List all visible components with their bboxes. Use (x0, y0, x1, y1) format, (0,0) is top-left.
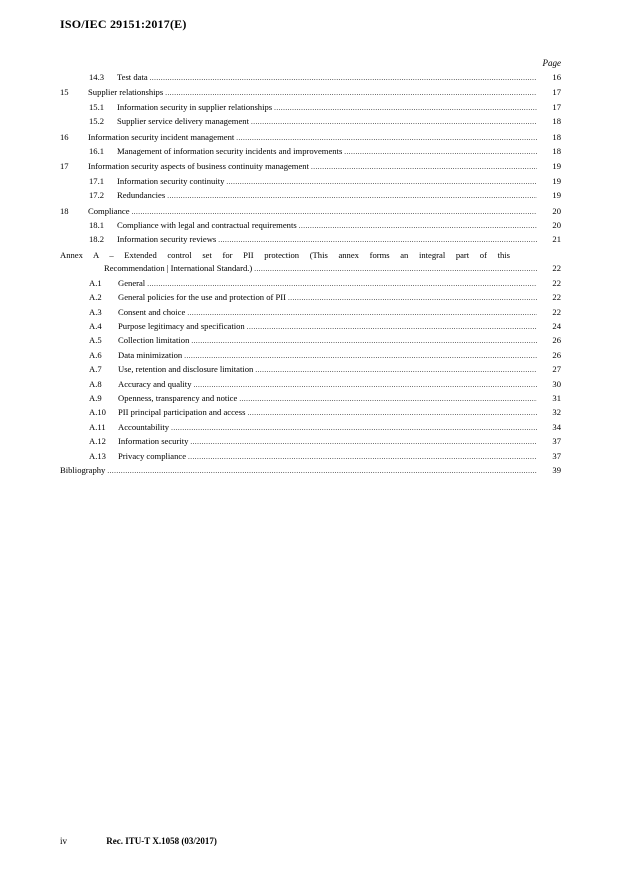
toc-entry-14-3[interactable] (60, 71, 561, 85)
document-header: ISO/IEC 29151:2017(E) (60, 17, 187, 31)
toc-entry-annex-item[interactable] (60, 277, 561, 291)
leader-dots (147, 278, 537, 291)
page-column-label: Page (542, 58, 561, 68)
toc-entry-title: Test data (117, 72, 148, 82)
toc-entry-title: General (118, 277, 146, 288)
toc-entry-page: 22 (552, 306, 561, 317)
toc-entry-number: 14.3 (89, 72, 105, 82)
toc-entry-number: A.3 (89, 306, 102, 317)
toc-entry-page: 17 (552, 87, 561, 98)
leader-dots (150, 72, 537, 85)
leader-dots (190, 436, 537, 449)
leader-dots (251, 116, 537, 129)
toc-entry-title: Compliance with legal and contractual requirements (117, 220, 297, 231)
toc-entry-page: 22 (552, 277, 561, 288)
toc-entry-title: Collection limitation (118, 335, 190, 346)
toc-entry-number: A.11 (89, 421, 106, 432)
toc-entry-annex-item[interactable] (60, 392, 561, 406)
toc-entry-title: PII principal participation and access (118, 407, 246, 418)
toc-entry-page: 37 (552, 450, 561, 461)
toc-entry-annex-item[interactable] (60, 450, 561, 464)
toc-entry-page: 16 (552, 72, 561, 82)
toc-entry-title: Information security aspects of business continuity management (88, 161, 309, 172)
toc-entry-title: Use, retention and disclosure limitation (118, 364, 254, 375)
toc-entry-page: 30 (552, 378, 561, 389)
leader-dots (247, 321, 537, 334)
toc-entry-page: 20 (552, 220, 561, 231)
toc-entry-title: Consent and choice (118, 306, 186, 317)
toc-entry-page: 34 (552, 421, 561, 432)
toc-entry-title: Supplier relationships (88, 87, 164, 98)
leader-dots (194, 379, 538, 392)
leader-dots (239, 393, 537, 406)
toc-entry-annex-item[interactable] (60, 435, 561, 449)
leader-dots (184, 350, 537, 363)
toc-entry-15-2[interactable] (60, 115, 561, 129)
toc-entry-page: 18 (552, 116, 561, 127)
toc-entry-page: 26 (552, 349, 561, 360)
leader-dots (255, 364, 537, 377)
toc-entry-number: A.9 (89, 392, 102, 403)
leader-dots (165, 87, 537, 100)
toc-entry-18[interactable] (60, 205, 561, 219)
toc-entry-number: A.6 (89, 349, 102, 360)
leader-dots (188, 451, 537, 464)
table-of-contents (60, 71, 561, 478)
toc-entry-title: Information security incident management (88, 131, 235, 142)
toc-entry-annex-item[interactable] (60, 363, 561, 377)
leader-dots (167, 190, 537, 203)
toc-entry-bibliography[interactable] (60, 464, 561, 478)
toc-entry-number: A.10 (89, 407, 106, 418)
toc-entry-page: 19 (552, 175, 561, 186)
toc-entry-17-2[interactable] (60, 189, 561, 203)
toc-entry-title: Information security continuity (117, 175, 225, 186)
toc-entry-number: 18.1 (89, 220, 105, 231)
toc-entry-title: Purpose legitimacy and specification (118, 320, 245, 331)
leader-dots (171, 422, 537, 435)
leader-dots (187, 307, 537, 320)
toc-entry-title: Information security (118, 436, 189, 447)
toc-entry-page: 22 (552, 263, 561, 274)
leader-dots (311, 161, 537, 174)
toc-entry-number: 15.1 (89, 101, 105, 112)
leader-dots (274, 102, 537, 115)
toc-entry-title: Bibliography (60, 464, 106, 475)
toc-entry-16-1[interactable] (60, 145, 561, 159)
toc-entry-page: 37 (552, 436, 561, 447)
toc-entry-annex-item[interactable] (60, 291, 561, 305)
toc-entry-annex-item[interactable] (60, 378, 561, 392)
toc-entry-title: Management of information security incidents and improvements (117, 146, 343, 157)
toc-entry-number: A.7 (89, 364, 102, 375)
toc-entry-page: 22 (552, 292, 561, 303)
leader-dots (218, 234, 537, 247)
toc-entry-number: 15 (60, 87, 69, 98)
toc-entry-annex-item[interactable] (60, 306, 561, 320)
toc-entry-18-1[interactable] (60, 219, 561, 233)
toc-entry-title: Accuracy and quality (118, 378, 192, 389)
toc-entry-page: 24 (552, 320, 561, 331)
leader-dots (344, 146, 537, 159)
toc-entry-number: 17.2 (89, 190, 105, 201)
toc-entry-title: Accountability (118, 421, 170, 432)
toc-entry-annex-item[interactable] (60, 334, 561, 348)
toc-entry-15-1[interactable] (60, 101, 561, 115)
toc-entry-title: Information security in supplier relationships (117, 101, 273, 112)
toc-entry-15[interactable] (60, 86, 561, 100)
toc-entry-page: 32 (552, 407, 561, 418)
toc-entry-17-1[interactable] (60, 175, 561, 189)
toc-entry-18-2[interactable] (60, 233, 561, 247)
toc-entry-number: A.13 (89, 450, 106, 461)
annex-items (60, 277, 561, 464)
leader-dots (288, 292, 537, 305)
toc-entry-16[interactable] (60, 131, 561, 145)
toc-entry-title: Data minimization (118, 349, 183, 360)
footer-page-number: iv (60, 836, 68, 846)
toc-entry-title: Compliance (88, 205, 130, 216)
toc-entry-number: 18.2 (89, 234, 105, 245)
leader-dots (132, 206, 537, 219)
annex-title-line-2: Recommendation | International Standard.) (104, 263, 253, 274)
toc-entry-number: A.2 (89, 292, 102, 303)
toc-entry-title: Supplier service delivery management (117, 116, 249, 127)
toc-entry-page: 21 (552, 234, 561, 245)
toc-entry-title: Privacy compliance (118, 450, 187, 461)
toc-entry-number: A.1 (89, 277, 102, 288)
toc-entry-number: 18 (60, 205, 69, 216)
annex-title-line-1: Annex A – Extended control set for PII protection (This annex forms an integral part of this (60, 249, 510, 260)
toc-entry-number: A.5 (89, 335, 102, 346)
toc-entry-annex-item[interactable] (60, 406, 561, 420)
toc-entry-number: A.4 (89, 320, 102, 331)
toc-entry-page: 31 (552, 392, 561, 403)
leader-dots (299, 220, 537, 233)
document-footer (60, 836, 217, 846)
toc-entry-page: 19 (552, 190, 561, 201)
toc-entry-page: 20 (552, 205, 561, 216)
toc-entry-annex-a[interactable] (60, 249, 561, 277)
toc-entry-number: A.12 (89, 436, 106, 447)
toc-entry-title: Information security reviews (117, 234, 217, 245)
leader-dots (191, 335, 537, 348)
toc-entry-title: Openness, transparency and notice (118, 392, 238, 403)
toc-entry-page: 18 (552, 146, 561, 157)
toc-entry-page: 26 (552, 335, 561, 346)
leader-dots (254, 263, 537, 276)
toc-entry-number: 16 (60, 131, 69, 142)
toc-entry-17[interactable] (60, 160, 561, 174)
toc-entry-title: Redundancies (117, 190, 166, 201)
toc-entry-number: 16.1 (89, 146, 105, 157)
toc-entry-annex-item[interactable] (60, 421, 561, 435)
leader-dots (107, 465, 537, 478)
toc-entry-number: 15.2 (89, 116, 105, 127)
leader-dots (247, 407, 537, 420)
toc-entry-page: 19 (552, 161, 561, 172)
leader-dots (236, 132, 537, 145)
toc-entry-page: 27 (552, 364, 561, 375)
toc-entry-number: A.8 (89, 378, 102, 389)
footer-reference: Rec. ITU-T X.1058 (03/2017) (106, 836, 217, 846)
toc-entry-annex-item[interactable] (60, 320, 561, 334)
toc-entry-title: General policies for the use and protection of PII (118, 292, 286, 303)
leader-dots (226, 176, 537, 189)
toc-entry-page: 18 (552, 131, 561, 142)
toc-entry-number: 17 (60, 161, 69, 172)
toc-entry-annex-item[interactable] (60, 349, 561, 363)
toc-entry-number: 17.1 (89, 175, 105, 186)
toc-entry-page: 17 (552, 101, 561, 112)
toc-entry-page: 39 (552, 464, 561, 475)
